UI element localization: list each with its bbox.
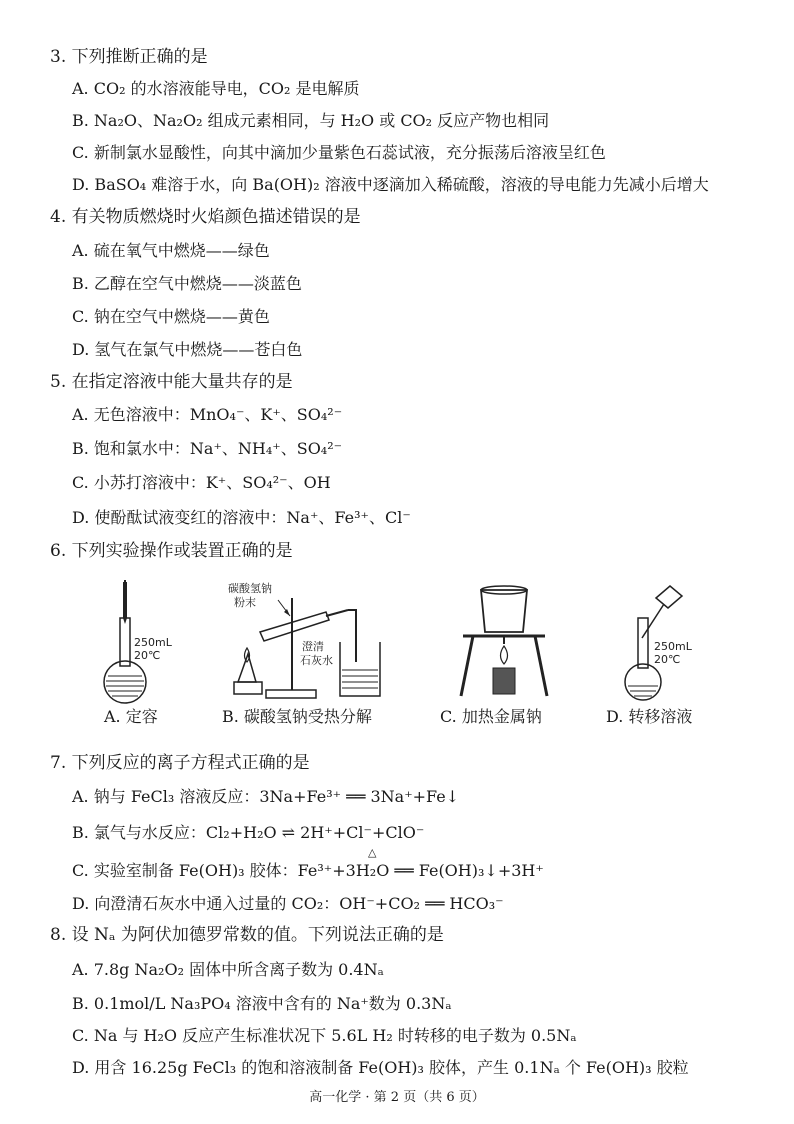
question-5-stem: 5. 在指定溶液中能大量共存的是	[50, 372, 293, 392]
figure-b-reagent-line2: 粉末	[234, 596, 256, 609]
transfer-solution-figure	[620, 578, 730, 708]
figure-a-volume-label: 250mL	[134, 636, 172, 649]
reaction-condition-heat: △	[368, 846, 377, 859]
figure-b-caption: B. 碳酸氢钠受热分解	[222, 707, 372, 726]
figure-d-volume-label: 250mL	[654, 640, 692, 653]
volumetric-flask-dropper-figure	[92, 578, 182, 708]
question-5-option-b: B. 饱和氯水中：Na⁺、NH₄⁺、SO₄²⁻	[72, 439, 343, 458]
question-8-option-c: C. Na 与 H₂O 反应产生标准状况下 5.6L H₂ 时转移的电子数为 0.5Nₐ	[72, 1026, 577, 1045]
figure-b-lime-line1: 澄清	[302, 640, 324, 653]
question-8-option-a: A. 7.8g Na₂O₂ 固体中所含离子数为 0.4Nₐ	[72, 960, 384, 979]
question-8-option-b: B. 0.1mol/L Na₃PO₄ 溶液中含有的 Na⁺数为 0.3Nₐ	[72, 994, 452, 1013]
question-6-stem: 6. 下列实验操作或装置正确的是	[50, 541, 293, 561]
question-4-option-c: C. 钠在空气中燃烧——黄色	[72, 307, 270, 326]
question-3-stem: 3. 下列推断正确的是	[50, 47, 208, 67]
figure-a-caption: A. 定容	[104, 707, 158, 726]
figure-c-caption: C. 加热金属钠	[440, 707, 542, 726]
figure-b-lime-line2: 石灰水	[300, 654, 333, 667]
question-5-option-d: D. 使酚酞试液变红的溶液中：Na⁺、Fe³⁺、Cl⁻	[72, 508, 411, 527]
question-7-option-d: D. 向澄清石灰水中通入过量的 CO₂：OH⁻+CO₂ ══ HCO₃⁻	[72, 894, 504, 913]
question-3-option-a: A. CO₂ 的水溶液能导电，CO₂ 是电解质	[72, 79, 360, 98]
question-5-option-c: C. 小苏打溶液中：K⁺、SO₄²⁻、OH	[72, 473, 331, 492]
crucible-tripod-figure	[455, 578, 555, 708]
decomposition-apparatus-figure	[220, 578, 400, 708]
question-3-option-c: C. 新制氯水显酸性，向其中滴加少量紫色石蕊试液，充分振荡后溶液呈红色	[72, 143, 606, 162]
question-5-option-a: A. 无色溶液中：MnO₄⁻、K⁺、SO₄²⁻	[72, 405, 343, 424]
question-7-option-a: A. 钠与 FeCl₃ 溶液反应：3Na+Fe³⁺ ══ 3Na⁺+Fe↓	[72, 787, 460, 806]
question-7-option-b: B. 氯气与水反应：Cl₂+H₂O ⇌ 2H⁺+Cl⁻+ClO⁻	[72, 823, 425, 842]
question-8-stem: 8. 设 Nₐ 为阿伏加德罗常数的值。下列说法正确的是	[50, 925, 444, 945]
question-7-stem: 7. 下列反应的离子方程式正确的是	[50, 753, 310, 773]
figure-d-caption: D. 转移溶液	[606, 707, 693, 726]
page-footer: 高一化学 · 第 2 页（共 6 页）	[309, 1090, 485, 1105]
question-4-option-a: A. 硫在氧气中燃烧——绿色	[72, 241, 270, 260]
question-7-option-c: C. 实验室制备 Fe(OH)₃ 胶体：Fe³⁺+3H₂O ══ Fe(OH)₃↓+3H⁺	[72, 861, 544, 880]
question-3-option-d: D. BaSO₄ 难溶于水，向 Ba(OH)₂ 溶液中逐滴加入稀硫酸，溶液的导电能力先减小后增大	[72, 175, 709, 194]
question-8-option-d: D. 用含 16.25g FeCl₃ 的饱和溶液制备 Fe(OH)₃ 胶体，产生 0.1Nₐ 个 Fe(OH)₃ 胶粒	[72, 1058, 689, 1077]
question-4-stem: 4. 有关物质燃烧时火焰颜色描述错误的是	[50, 207, 361, 227]
figure-a-temp-label: 20℃	[134, 649, 161, 662]
figure-b-reagent-line1: 碳酸氢钠	[228, 582, 272, 595]
question-3-option-b: B. Na₂O、Na₂O₂ 组成元素相同，与 H₂O 或 CO₂ 反应产物也相同	[72, 111, 550, 130]
question-4-option-b: B. 乙醇在空气中燃烧——淡蓝色	[72, 274, 302, 293]
question-4-option-d: D. 氢气在氯气中燃烧——苍白色	[72, 340, 303, 359]
figure-d-temp-label: 20℃	[654, 653, 681, 666]
